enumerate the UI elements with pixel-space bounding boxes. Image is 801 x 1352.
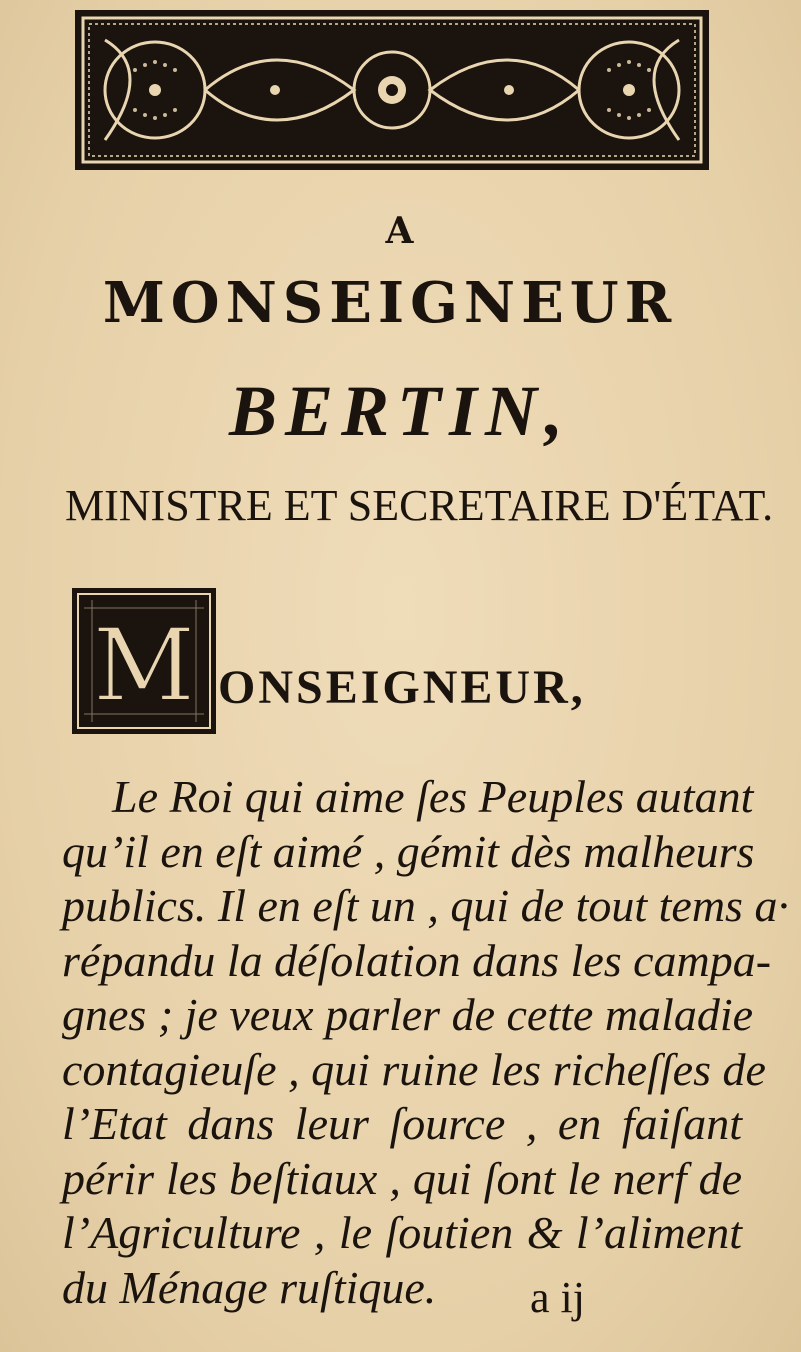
text-line: gnes ; je veux parler de cette maladie bbox=[62, 989, 754, 1040]
dedicatee-name: BERTIN, bbox=[228, 371, 572, 451]
dedication-to: A bbox=[385, 210, 416, 252]
salutation: ONSEIGNEUR, bbox=[218, 661, 586, 714]
text-line: répandu la déſolation dans les campa- bbox=[62, 934, 772, 986]
dedicatee-role: MINISTRE ET SECRETAIRE D'ÉTAT. bbox=[65, 481, 774, 530]
ornamental-headpiece bbox=[75, 10, 709, 170]
body-paragraph bbox=[62, 770, 789, 1315]
text-line: Le Roi qui aime ſes Peuples autant bbox=[112, 771, 754, 822]
drop-cap-letter: M bbox=[92, 607, 196, 724]
signature-mark: a ij bbox=[530, 1273, 585, 1322]
text-line: publics. Il en eſt un , qui de tout tems a· bbox=[62, 880, 789, 931]
decorated-drop-cap bbox=[72, 588, 216, 734]
text-line: contagieuſe , qui ruine les richeſſes de bbox=[62, 1043, 766, 1095]
text-line: du Ménage ruſtique. bbox=[62, 1261, 437, 1313]
text-line: qu’il en eſt aimé , gémit dès malheurs bbox=[62, 825, 755, 877]
text-line: l’Agriculture , le ſoutien & l’aliment bbox=[62, 1207, 742, 1258]
text-line: périr les beſtiaux , qui ſont le nerf de bbox=[62, 1152, 742, 1204]
honorific-heading: MONSEIGNEUR bbox=[102, 270, 678, 336]
text-line: l’Etat dans leur ſource , en faiſant bbox=[62, 1098, 742, 1149]
